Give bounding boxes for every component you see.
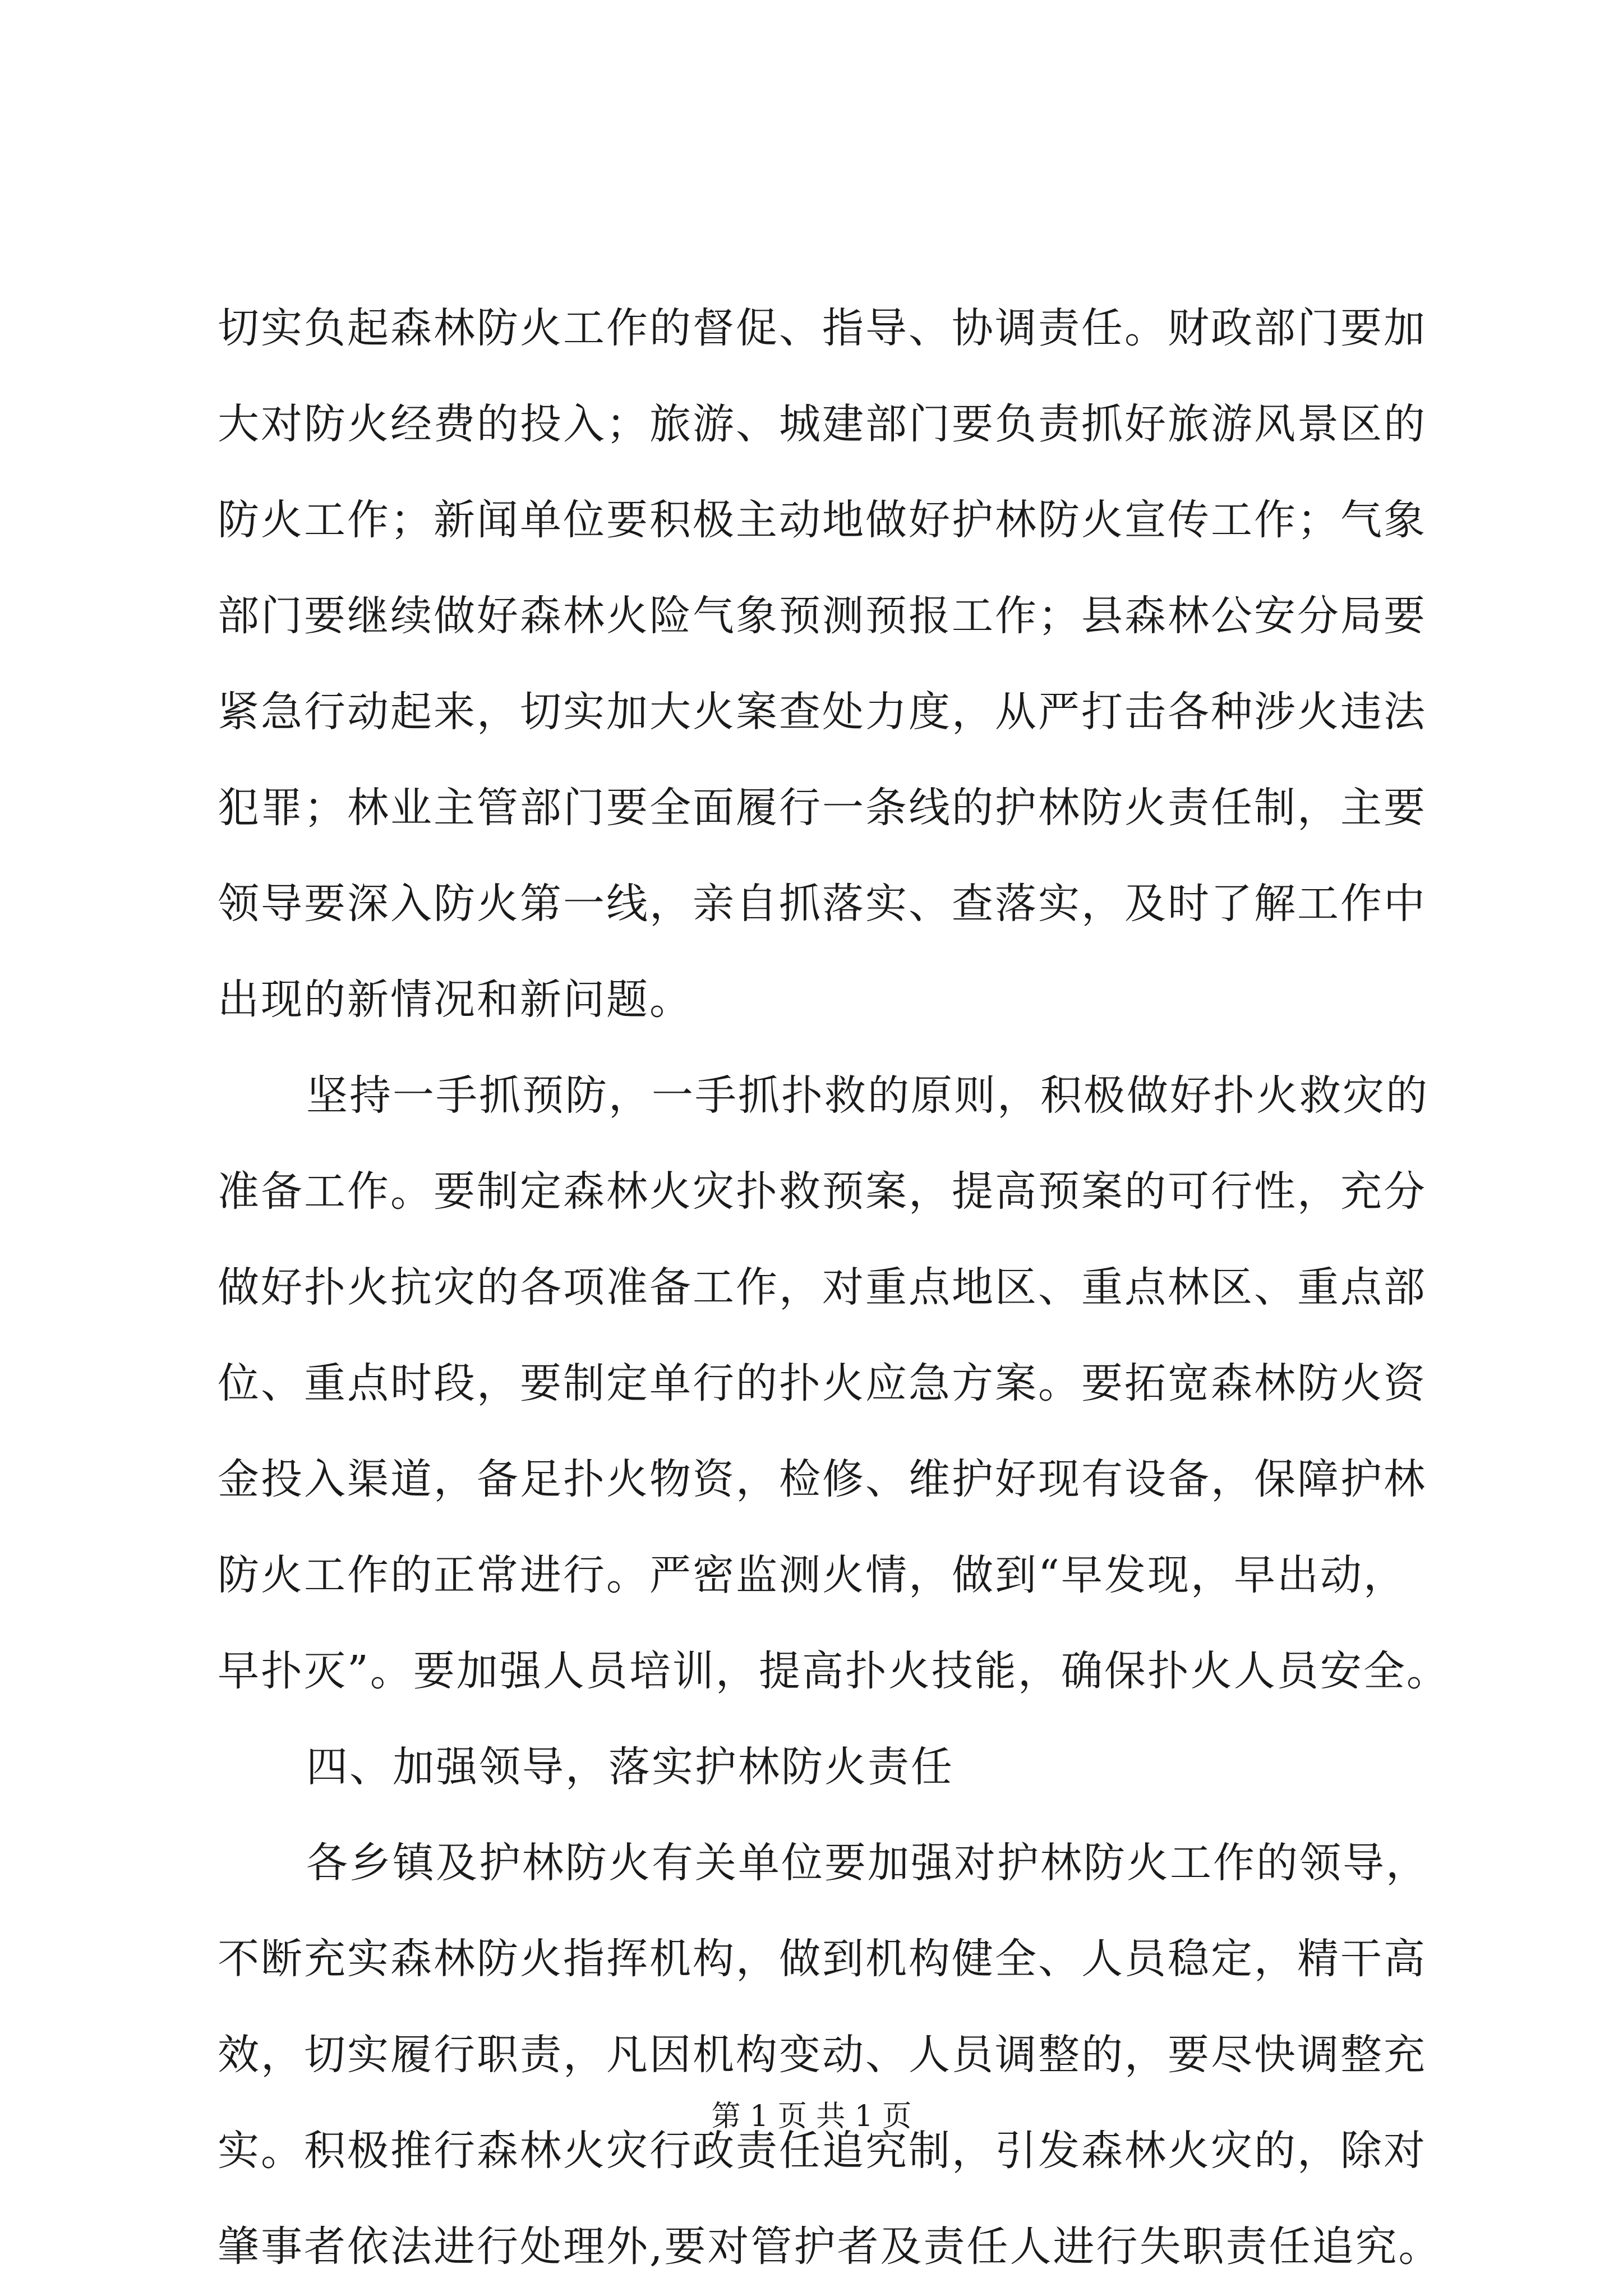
paragraph-first-line: 四、加强领导，落实护林防火责任: [306, 1743, 954, 1791]
document-body: [218, 280, 1450, 2295]
text-line: 不断充实森林防火指挥机构，做到机构健全、人员稳定，精干高: [218, 1935, 1427, 1983]
text-line: 防火工作；新闻单位要积极主动地做好护林防火宣传工作；气象: [218, 496, 1427, 544]
text-line: 早扑灭”。要加强人员培训，提高扑火技能，确保扑火人员安全。: [218, 1647, 1450, 1695]
text-line: 犯罪；林业主管部门要全面履行一条线的护林防火责任制，主要: [218, 784, 1427, 832]
page-footer: 第 1 页 共 1 页: [711, 2100, 912, 2133]
text-line: 实。积极推行森林火灾行政责任追究制，引发森林火灾的，除对: [218, 2127, 1427, 2175]
paragraph-first-line: 各乡镇及护林防火有关单位要加强对护林防火工作的领导，: [306, 1839, 1429, 1887]
text-line: 准备工作。要制定森林火灾扑救预案，提高预案的可行性，充分: [218, 1167, 1427, 1216]
text-line: 位、重点时段，要制定单行的扑火应急方案。要拓宽森林防火资: [218, 1359, 1427, 1407]
text-line: 做好扑火抗灾的各项准备工作，对重点地区、重点林区、重点部: [218, 1263, 1427, 1312]
text-line: 领导要深入防火第一线，亲自抓落实、查落实，及时了解工作中: [218, 880, 1427, 928]
text-line: 效，切实履行职责，凡因机构变动、人员调整的，要尽快调整充: [218, 2031, 1427, 2079]
text-line: 紧急行动起来，切实加大火案查处力度，从严打击各种涉火违法: [218, 688, 1427, 736]
paragraph-first-line: 坚持一手抓预防，一手抓扑救的原则，积极做好扑火救灾的: [306, 1071, 1429, 1120]
text-line: 金投入渠道，备足扑火物资，检修、维护好现有设备，保障护林: [218, 1455, 1427, 1503]
text-line: 切实负起森林防火工作的督促、指导、协调责任。财政部门要加: [218, 304, 1427, 352]
text-line: 大对防火经费的投入；旅游、城建部门要负责抓好旅游风景区的: [218, 400, 1427, 448]
text-line: 部门要继续做好森林火险气象预测预报工作；县森林公安分局要: [218, 592, 1427, 640]
text-line: 肇事者依法进行处理外,要对管护者及责任人进行失职责任追究。: [218, 2223, 1442, 2271]
text-line: 出现的新情况和新问题。: [218, 976, 693, 1024]
text-line: 防火工作的正常进行。严密监测火情，做到“早发现，早出动，: [218, 1551, 1407, 1599]
